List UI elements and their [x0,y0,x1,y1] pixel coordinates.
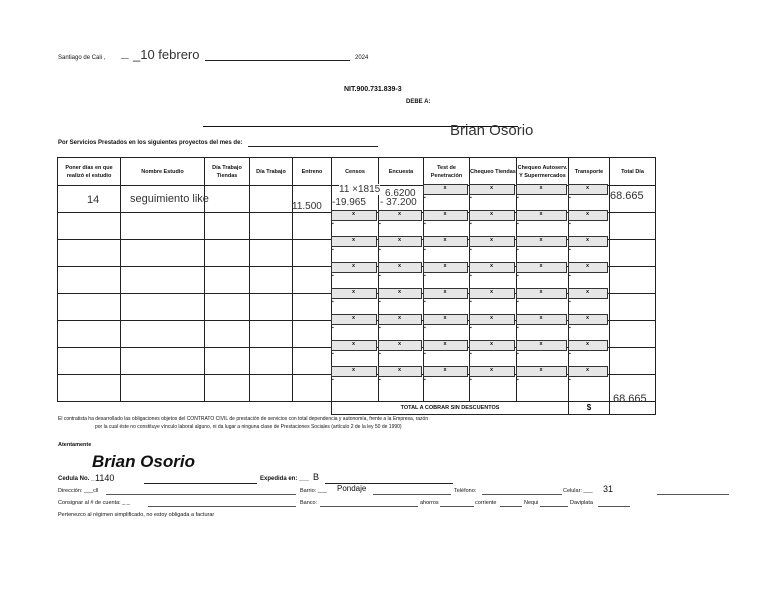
x-mark: x [398,367,402,373]
tick-mark: ▪ [470,325,472,331]
tick-mark: ▪ [332,325,334,331]
nit-number: NIT.900.731.839-3 [344,86,402,93]
x-mark: x [398,211,402,217]
x-mark: x [586,367,590,373]
tick-mark: ▪ [424,299,426,305]
ahorros-line [440,506,474,507]
tick-mark: ▪ [517,299,519,305]
tick-mark: ▪ [332,221,334,227]
tick-mark: ▪ [517,351,519,357]
x-mark: x [490,211,494,217]
payee-handwritten: Brian Osorio [450,122,534,139]
col-work-day: Día Trabajo [250,158,293,186]
celular-label: Celular: ___ [563,488,593,494]
x-mark: x [352,341,356,347]
legal-line-1: El contratista ha desarrollado las obligaciones objetos del CONTRATO CIVIL de prestación de servicios con total dependencia y autonomía, frente a la Empresa, razón [58,416,429,422]
tick-mark: ▪ [332,377,334,383]
x-mark: x [398,237,402,243]
tick-mark: ▪ [332,273,334,279]
tick-mark: ▪ [332,247,334,253]
x-mark: x [490,341,494,347]
x-mark: x [586,341,590,347]
tick-mark: ▪ [332,299,334,305]
x-mark: x [352,289,356,295]
ahorros-label: ahorros [420,500,439,506]
x-mark: x [443,341,447,347]
tick-mark: ▪ [379,377,381,383]
x-mark: x [490,367,494,373]
x-mark: x [539,237,543,243]
tick-mark: ▪ [569,221,571,227]
signature: Brian Osorio [92,452,195,471]
row1-survey-top: 6.6200 [385,188,416,199]
tick-mark: ▪ [332,351,334,357]
col-supermarket-check: Chequeo Autoserv. Y Supermercados [517,158,569,186]
x-mark: x [443,289,447,295]
tick-mark: ▪ [424,195,426,201]
barrio-line [373,494,451,495]
debe-a-label: DEBE A: [406,99,431,105]
table-row [58,375,656,402]
tick-mark: ▪ [517,195,519,201]
total-label: TOTAL A COBRAR SIN DESCUENTOS [332,402,569,415]
x-mark: x [398,315,402,321]
cuenta-line [148,506,296,507]
tick-mark: ▪ [517,221,519,227]
expedida-label: Expedida en: ___ [260,476,310,482]
x-mark: x [490,237,494,243]
x-mark: x [443,211,447,217]
atentamente-label: Atentamente [58,442,92,448]
tick-mark: ▪ [470,221,472,227]
tick-mark: ▪ [569,325,571,331]
tick-mark: ▪ [379,299,381,305]
col-penetration-test: Test de Penetración [424,158,470,186]
month-line [248,146,378,147]
consignar-label: Consignar al # de cuenta: _ _ [58,500,130,506]
nequi-label: Nequi [524,500,539,506]
banco-label: Banco: [300,500,318,506]
date-prefix: __ [121,52,129,59]
table-header-row [58,158,656,186]
col-days: Poner días en que realizó el estudio [58,158,121,186]
barrio-label: Barrio: ___ [300,488,327,494]
legal-line-2: por la cual éste no constituye vínculo laboral alguno, ni da lugar a ninguna clase de Prestaciones Sociales (artículo 2 de la ley 50 de 1990) [95,424,402,430]
tick-mark: ▪ [569,377,571,383]
currency-symbol: $ [569,402,610,415]
x-mark: x [490,185,494,191]
tick-mark: ▪ [470,195,472,201]
x-mark: x [490,289,494,295]
tick-mark: ▪ [379,351,381,357]
x-mark: x [586,289,590,295]
col-training: Entreno [293,158,332,186]
tick-mark: ▪ [470,299,472,305]
corriente-line [500,506,522,507]
col-survey: Encuesta [379,158,424,186]
x-mark: x [352,237,356,243]
x-mark: x [539,289,543,295]
tick-mark: ▪ [569,247,571,253]
tick-mark: ▪ [424,273,426,279]
x-mark: x [398,263,402,269]
tick-mark: ▪ [517,273,519,279]
tick-mark: ▪ [569,273,571,279]
row1-study: seguimiento like [130,193,209,205]
regimen-note: Pertenezco al régimen simplificado, no estoy obligada a facturar [58,512,215,518]
tick-mark: ▪ [379,247,381,253]
tick-mark: ▪ [470,351,472,357]
x-mark: x [539,315,543,321]
grand-total-value: 68.665 [613,393,647,405]
x-mark: x [398,341,402,347]
table-total-row [58,402,656,415]
x-mark: x [352,367,356,373]
telefono-line [482,494,562,495]
tick-mark: ▪ [569,195,571,201]
services-label: Por Servicios Prestados en los siguientes proyectos del mes de: [58,140,243,146]
tick-mark: ▪ [569,351,571,357]
telefono-label: Teléfono: [454,488,477,494]
x-mark: x [443,263,447,269]
x-mark: x [539,185,543,191]
row1-days: 14 [87,194,100,206]
x-mark: x [586,237,590,243]
x-mark: x [586,185,590,191]
tick-mark: ▪ [379,221,381,227]
row1-census-bottom: -19.965 [332,197,366,208]
tick-mark: ▪ [379,273,381,279]
col-store-check: Chequeo Tiendas [470,158,517,186]
celular-value: 31 [603,484,614,494]
x-mark: x [398,289,402,295]
cedula-value: 1140 [95,473,115,483]
col-transport: Transporte [569,158,610,186]
daviplata-label: Daviplata [570,500,593,506]
cedula-line [144,483,257,484]
x-mark: x [352,211,356,217]
col-store-work: Día Trabajo Tiendas [205,158,250,186]
col-day-total: Total Día [610,158,656,186]
x-mark: x [539,263,543,269]
date-handwritten: _10 febrero [133,47,200,62]
direccion-label: Dirección: ___cll [58,488,99,494]
tick-mark: ▪ [470,273,472,279]
row1-day-total: 68.665 [610,190,644,202]
x-mark: x [443,185,447,191]
x-mark: x [586,263,590,269]
expedida-value: B [313,472,320,482]
tick-mark: ▪ [569,299,571,305]
x-mark: x [490,315,494,321]
x-mark: x [539,211,543,217]
tick-mark: ▪ [424,377,426,383]
city-label: Santiago de Cali , [58,55,106,61]
corriente-label: corriente [475,500,497,506]
x-mark: x [539,367,543,373]
tick-mark: ▪ [470,247,472,253]
row1-training: 11.500 [292,201,322,212]
tick-mark: ▪ [424,247,426,253]
x-mark: x [352,263,356,269]
tick-mark: ▪ [424,221,426,227]
cedula-label: Cedula No. _ [58,476,95,482]
tick-mark: ▪ [517,325,519,331]
x-mark: x [352,315,356,321]
x-mark: x [586,211,590,217]
row1-survey-bottom: - 37.200 [380,197,417,208]
date-line [205,52,350,61]
daviplata-line [598,506,630,507]
x-mark: x [586,315,590,321]
x-mark: x [443,315,447,321]
celular-extra-line [657,494,729,495]
x-mark: x [490,263,494,269]
direccion-line [106,494,296,495]
tick-mark: ▪ [517,377,519,383]
tick-mark: ▪ [424,351,426,357]
col-study-name: Nombre Estudio [121,158,205,186]
tick-mark: ▪ [424,325,426,331]
x-mark: x [443,237,447,243]
tick-mark: ▪ [470,377,472,383]
nequi-line [540,506,568,507]
barrio-value: Pondaje [337,484,367,493]
year: 2024 [355,55,369,61]
tick-mark: ▪ [517,247,519,253]
tick-mark: ▪ [379,325,381,331]
row1-census-top: 11 ×1815 [339,184,381,195]
x-mark: x [443,367,447,373]
col-census: Censos [332,158,379,186]
banco-line [320,506,418,507]
x-mark: x [539,341,543,347]
